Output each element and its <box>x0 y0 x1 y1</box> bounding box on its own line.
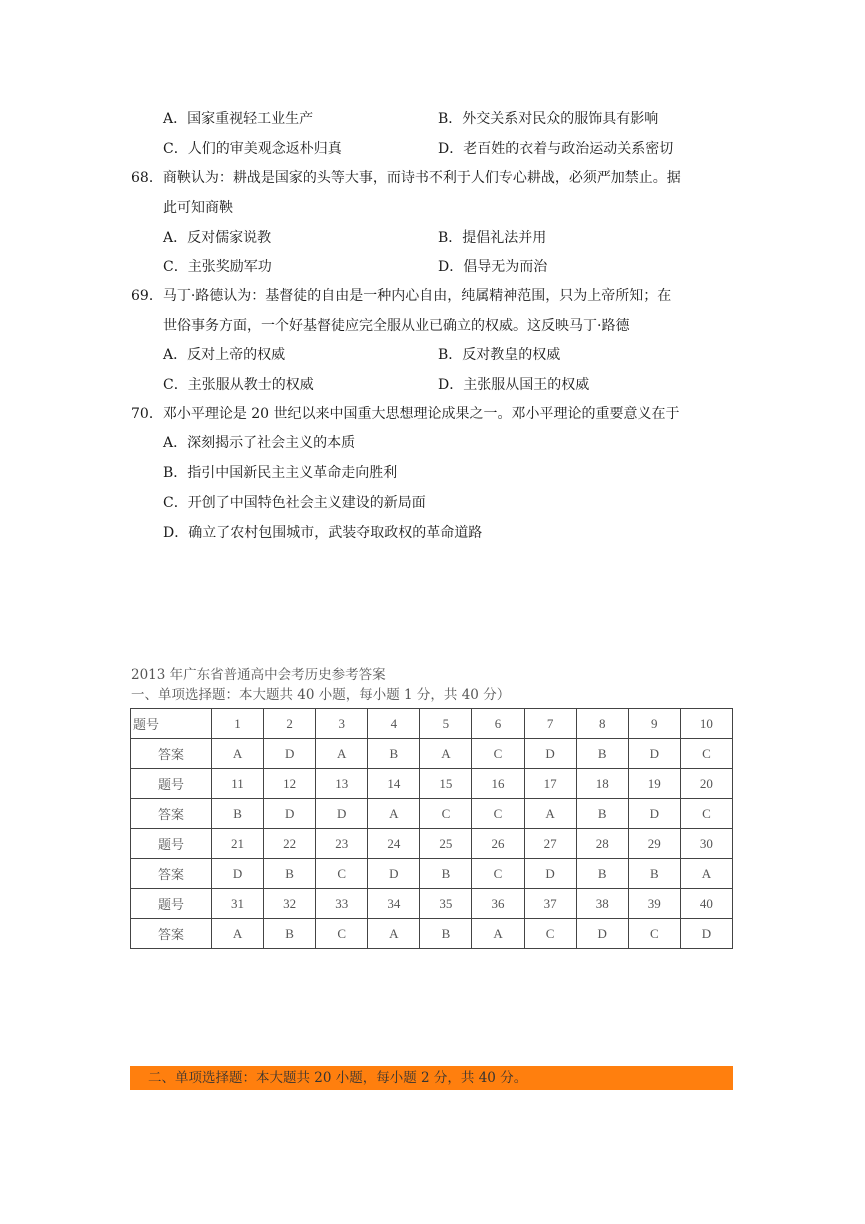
answer-cell: C <box>472 739 524 769</box>
answer-cell: 37 <box>524 889 576 919</box>
q67-option-a: A．国家重视轻工业生产 <box>163 111 314 127</box>
answer-cell: 9 <box>628 709 680 739</box>
answer-cell: A <box>316 739 368 769</box>
answer-cell: 16 <box>472 769 524 799</box>
q70-option-b: B．指引中国新民主主义革命走向胜利 <box>163 465 398 481</box>
answer-cell: D <box>264 799 316 829</box>
answer-cell: 31 <box>212 889 264 919</box>
answer-table-row <box>131 829 733 859</box>
answer-cell: A <box>212 919 264 949</box>
answer-table-row <box>131 799 733 829</box>
answer-cell: 26 <box>472 829 524 859</box>
answer-cell: C <box>524 919 576 949</box>
q67-option-b: B．外交关系对民众的服饰具有影响 <box>438 111 659 127</box>
answer-cell: 33 <box>316 889 368 919</box>
q69-option-c: C．主张服从教士的权威 <box>163 377 314 393</box>
answer-cell: D <box>212 859 264 889</box>
answer-cell: 28 <box>576 829 628 859</box>
q68-option-d: D．倡导无为而治 <box>438 259 548 275</box>
answer-cell: 27 <box>524 829 576 859</box>
answer-cell: 8 <box>576 709 628 739</box>
q69-option-b: B．反对教皇的权威 <box>438 347 561 363</box>
answer-table-row <box>131 769 733 799</box>
q68-option-b: B．提倡礼法并用 <box>438 230 547 246</box>
answer-cell: D <box>316 799 368 829</box>
answer-cell: B <box>212 799 264 829</box>
q68-option-a: A．反对儒家说教 <box>163 230 272 246</box>
answer-cell: 21 <box>212 829 264 859</box>
answer-cell: 38 <box>576 889 628 919</box>
answer-cell: 30 <box>680 829 732 859</box>
answer-cell: 1 <box>212 709 264 739</box>
answer-table-row <box>131 919 733 949</box>
answer-cell: 24 <box>368 829 420 859</box>
answer-cell: A <box>472 919 524 949</box>
q69-option-d: D．主张服从国王的权威 <box>438 377 590 393</box>
q70-option-a: A．深刻揭示了社会主义的本质 <box>163 435 356 451</box>
row-label-cell: 题号 <box>131 709 212 739</box>
answer-cell: D <box>680 919 732 949</box>
answer-cell: 40 <box>680 889 732 919</box>
answer-cell: C <box>472 799 524 829</box>
row-label-cell: 答案 <box>131 919 212 949</box>
q68-stem-line1: 68．商鞅认为：耕战是国家的头等大事，而诗书不利于人们专心耕战，必须严加禁止。据 <box>131 170 681 186</box>
answer-cell: 4 <box>368 709 420 739</box>
answer-cell: C <box>316 859 368 889</box>
answer-cell: B <box>420 919 472 949</box>
answer-cell: B <box>576 859 628 889</box>
answer-cell: D <box>628 799 680 829</box>
q70-option-c: C．开创了中国特色社会主义建设的新局面 <box>163 495 426 511</box>
row-label-cell: 题号 <box>131 889 212 919</box>
q68-option-c: C．主张奖励军功 <box>163 259 272 275</box>
answer-cell: B <box>264 919 316 949</box>
answer-cell: A <box>212 739 264 769</box>
q68-stem-line2: 此可知商鞅 <box>163 200 233 216</box>
answer-key-title: 2013 年广东省普通高中会考历史参考答案 <box>131 667 386 683</box>
answer-cell: C <box>316 919 368 949</box>
answer-cell: 6 <box>472 709 524 739</box>
answer-cell: 35 <box>420 889 472 919</box>
answer-cell: B <box>576 739 628 769</box>
answer-cell: 13 <box>316 769 368 799</box>
answer-cell: A <box>368 799 420 829</box>
answer-section2-heading: 二、单项选择题：本大题共 20 小题，每小题 2 分，共 40 分。 <box>130 1066 733 1090</box>
row-label-cell: 答案 <box>131 859 212 889</box>
q70-option-d: D．确立了农村包围城市，武装夺取政权的革命道路 <box>163 525 483 541</box>
answer-cell: D <box>524 739 576 769</box>
answer-section1-heading: 一、单项选择题：本大题共 40 小题，每小题 1 分，共 40 分） <box>131 687 511 703</box>
answer-cell: 10 <box>680 709 732 739</box>
answer-cell: C <box>680 739 732 769</box>
answer-cell: 2 <box>264 709 316 739</box>
answer-cell: D <box>524 859 576 889</box>
answer-cell: B <box>576 799 628 829</box>
answer-cell: B <box>264 859 316 889</box>
answer-cell: 19 <box>628 769 680 799</box>
answer-cell: 23 <box>316 829 368 859</box>
q69-stem-line2: 世俗事务方面，一个好基督徒应完全服从业已确立的权威。这反映马丁·路德 <box>163 318 630 334</box>
answer-cell: D <box>628 739 680 769</box>
answer-cell: 15 <box>420 769 472 799</box>
q67-option-c: C．人们的审美观念返朴归真 <box>163 141 342 157</box>
answer-cell: 32 <box>264 889 316 919</box>
answer-cell: B <box>420 859 472 889</box>
answer-cell: 3 <box>316 709 368 739</box>
q67-option-d: D．老百姓的衣着与政治运动关系密切 <box>438 141 674 157</box>
row-label-cell: 答案 <box>131 739 212 769</box>
answer-cell: 25 <box>420 829 472 859</box>
answer-cell: 36 <box>472 889 524 919</box>
answer-table-row <box>131 889 733 919</box>
answer-cell: C <box>472 859 524 889</box>
answer-cell: 20 <box>680 769 732 799</box>
answer-cell: 7 <box>524 709 576 739</box>
answer-cell: A <box>368 919 420 949</box>
answer-cell: 34 <box>368 889 420 919</box>
answer-cell: 11 <box>212 769 264 799</box>
answer-cell: 5 <box>420 709 472 739</box>
answer-cell: 39 <box>628 889 680 919</box>
answer-cell: D <box>576 919 628 949</box>
answer-cell: A <box>680 859 732 889</box>
answer-cell: 12 <box>264 769 316 799</box>
answer-cell: B <box>628 859 680 889</box>
answer-cell: 14 <box>368 769 420 799</box>
answer-cell: A <box>524 799 576 829</box>
answer-table-row <box>131 739 733 769</box>
answer-cell: C <box>420 799 472 829</box>
answer-cell: 29 <box>628 829 680 859</box>
answer-cell: D <box>368 859 420 889</box>
answer-cell: 17 <box>524 769 576 799</box>
q69-option-a: A．反对上帝的权威 <box>163 347 286 363</box>
answer-cell: B <box>368 739 420 769</box>
row-label-cell: 题号 <box>131 769 212 799</box>
answer-cell: 18 <box>576 769 628 799</box>
answer-cell: D <box>264 739 316 769</box>
row-label-cell: 题号 <box>131 829 212 859</box>
answer-cell: A <box>420 739 472 769</box>
answer-cell: C <box>680 799 732 829</box>
q69-stem-line1: 69．马丁·路德认为：基督徒的自由是一种内心自由，纯属精神范围，只为上帝所知；在 <box>131 288 672 304</box>
answer-table-row <box>131 859 733 889</box>
q70-stem-line1: 70．邓小平理论是 20 世纪以来中国重大思想理论成果之一。邓小平理论的重要意义在于 <box>131 406 680 422</box>
answer-cell: C <box>628 919 680 949</box>
answer-table <box>130 708 733 949</box>
answer-cell: 22 <box>264 829 316 859</box>
answer-table-row <box>131 709 733 739</box>
row-label-cell: 答案 <box>131 799 212 829</box>
